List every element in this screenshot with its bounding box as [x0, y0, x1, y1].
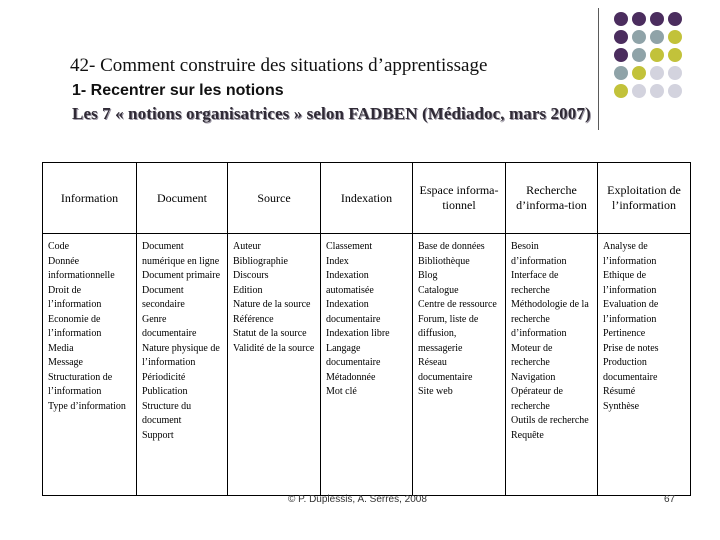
notion-item: Classement — [326, 241, 373, 252]
notion-item: Mot clé — [326, 386, 357, 397]
notion-item: Auteur — [233, 241, 261, 252]
decorative-dot — [668, 66, 682, 80]
decorative-dot — [614, 30, 628, 44]
notion-item: Pertinence — [603, 328, 646, 339]
notion-item: Outils de recherche — [511, 415, 589, 426]
notion-item: Requête — [511, 429, 544, 441]
notion-item: Economie de l’information — [48, 313, 102, 339]
notion-item: Ethique de l’information — [603, 270, 657, 296]
slide-subtitle: 1- Recentrer sur les notions — [72, 82, 284, 99]
notion-item: Bibliothèque — [418, 255, 470, 267]
table-row — [43, 234, 691, 496]
decorative-dot — [668, 12, 682, 26]
notion-item: Bibliographie — [233, 255, 288, 267]
notion-item: Document primaire — [142, 270, 221, 281]
slide-title: 42- Comment construire des situations d’apprentissage — [70, 55, 488, 76]
notion-item: Production documentaire — [603, 357, 658, 383]
column-cell — [506, 234, 598, 496]
notion-item: Validité de la source — [233, 342, 315, 354]
decorative-dot — [632, 48, 646, 62]
notion-item: Statut de la source — [233, 328, 307, 339]
header-espace-informationnel: Espace informa-tionnel — [413, 163, 506, 234]
notion-item: Référence — [233, 313, 274, 325]
column-cell — [598, 234, 691, 496]
notion-item: Opérateur de recherche — [511, 386, 563, 412]
notion-item: Méthodologie de la recherche d’information — [511, 299, 589, 339]
notions-banner: Les 7 « notions organisatrices » selon FADBEN (Médiadoc, mars 2007) — [72, 104, 591, 123]
notion-item: Discours — [233, 270, 269, 281]
notion-item: Moteur de recherche — [511, 342, 553, 368]
notion-item: Type d’information — [48, 400, 126, 412]
notion-item: Donnée informationnelle — [48, 255, 115, 281]
notion-item: Périodicité — [142, 371, 186, 383]
notion-item: Support — [142, 429, 174, 441]
decorative-dot — [650, 12, 664, 26]
notion-item: Droit de l’information — [48, 284, 102, 310]
notion-item: Edition — [233, 284, 263, 296]
header-document: Document — [137, 163, 228, 234]
decorative-dot — [614, 48, 628, 62]
column-cell — [228, 234, 321, 496]
notion-item: Evaluation de l’information — [603, 299, 659, 325]
notion-item: Métadonnée — [326, 371, 376, 383]
decorative-dot — [650, 30, 664, 44]
notion-item: Code — [48, 241, 70, 252]
notion-item: Blog — [418, 270, 438, 281]
notion-item: Forum, liste de diffusion, messagerie — [418, 313, 479, 354]
notion-item: Document secondaire — [142, 284, 185, 310]
notion-item: Synthèse — [603, 400, 640, 412]
notion-item: Centre de ressource — [418, 299, 497, 310]
decorative-dot — [632, 66, 646, 80]
header-source: Source — [228, 163, 321, 234]
decorative-dot — [650, 48, 664, 62]
notion-item: Genre documentaire — [142, 313, 197, 339]
column-cell — [43, 234, 137, 496]
header-exploitation-information: Exploitation de l’information — [598, 163, 691, 234]
header-indexation: Indexation — [321, 163, 413, 234]
notion-item: Index — [326, 255, 349, 267]
header-information: Information — [43, 163, 137, 234]
decorative-dot — [650, 84, 664, 98]
decorative-dot — [614, 84, 628, 98]
decorative-dot — [668, 84, 682, 98]
notion-item: Site web — [418, 386, 453, 397]
decorative-dot-grid — [612, 10, 684, 100]
table-header-row — [43, 163, 691, 234]
column-cell — [413, 234, 506, 496]
notion-item: Base de données — [418, 241, 485, 252]
notion-item: Publication — [142, 386, 188, 397]
notion-item: Indexation documentaire — [326, 299, 381, 325]
notion-item: Besoin d’information — [511, 241, 567, 267]
notion-item: Navigation — [511, 371, 556, 383]
decorative-dot — [632, 84, 646, 98]
notion-item: Structuration de l’information — [48, 371, 113, 397]
decorative-dot — [668, 48, 682, 62]
notion-item: Prise de notes — [603, 342, 659, 354]
decorative-dot — [614, 66, 628, 80]
notion-item: Nature de la source — [233, 299, 311, 310]
notion-item: Réseau documentaire — [418, 357, 473, 383]
notion-item: Media — [48, 342, 74, 354]
decorative-dot — [632, 30, 646, 44]
notion-item: Structure du document — [142, 400, 192, 426]
decorative-dot — [650, 66, 664, 80]
column-cell — [321, 234, 413, 496]
copyright-note: © P. Duplessis, A. Serres, 2008 — [288, 494, 427, 505]
decorative-dot — [632, 12, 646, 26]
notions-table — [42, 162, 691, 496]
notion-item: Indexation libre — [326, 328, 390, 339]
notion-item: Document numérique en ligne — [142, 241, 220, 267]
page-number: 67 — [664, 494, 676, 505]
decorative-dot — [614, 12, 628, 26]
notion-item: Interface de recherche — [511, 270, 559, 296]
notion-item: Catalogue — [418, 284, 459, 296]
notion-item: Indexation automatisée — [326, 270, 374, 296]
notion-item: Analyse de l’information — [603, 241, 657, 267]
notion-item: Nature physique de l’information — [142, 342, 220, 368]
notion-item: Langage documentaire — [326, 342, 381, 368]
notion-item: Message — [48, 357, 83, 368]
header-divider-line — [598, 8, 599, 130]
notion-item: Résumé — [603, 386, 636, 397]
header-recherche-information: Recherche d’informa-tion — [506, 163, 598, 234]
decorative-dot — [668, 30, 682, 44]
column-cell — [137, 234, 228, 496]
